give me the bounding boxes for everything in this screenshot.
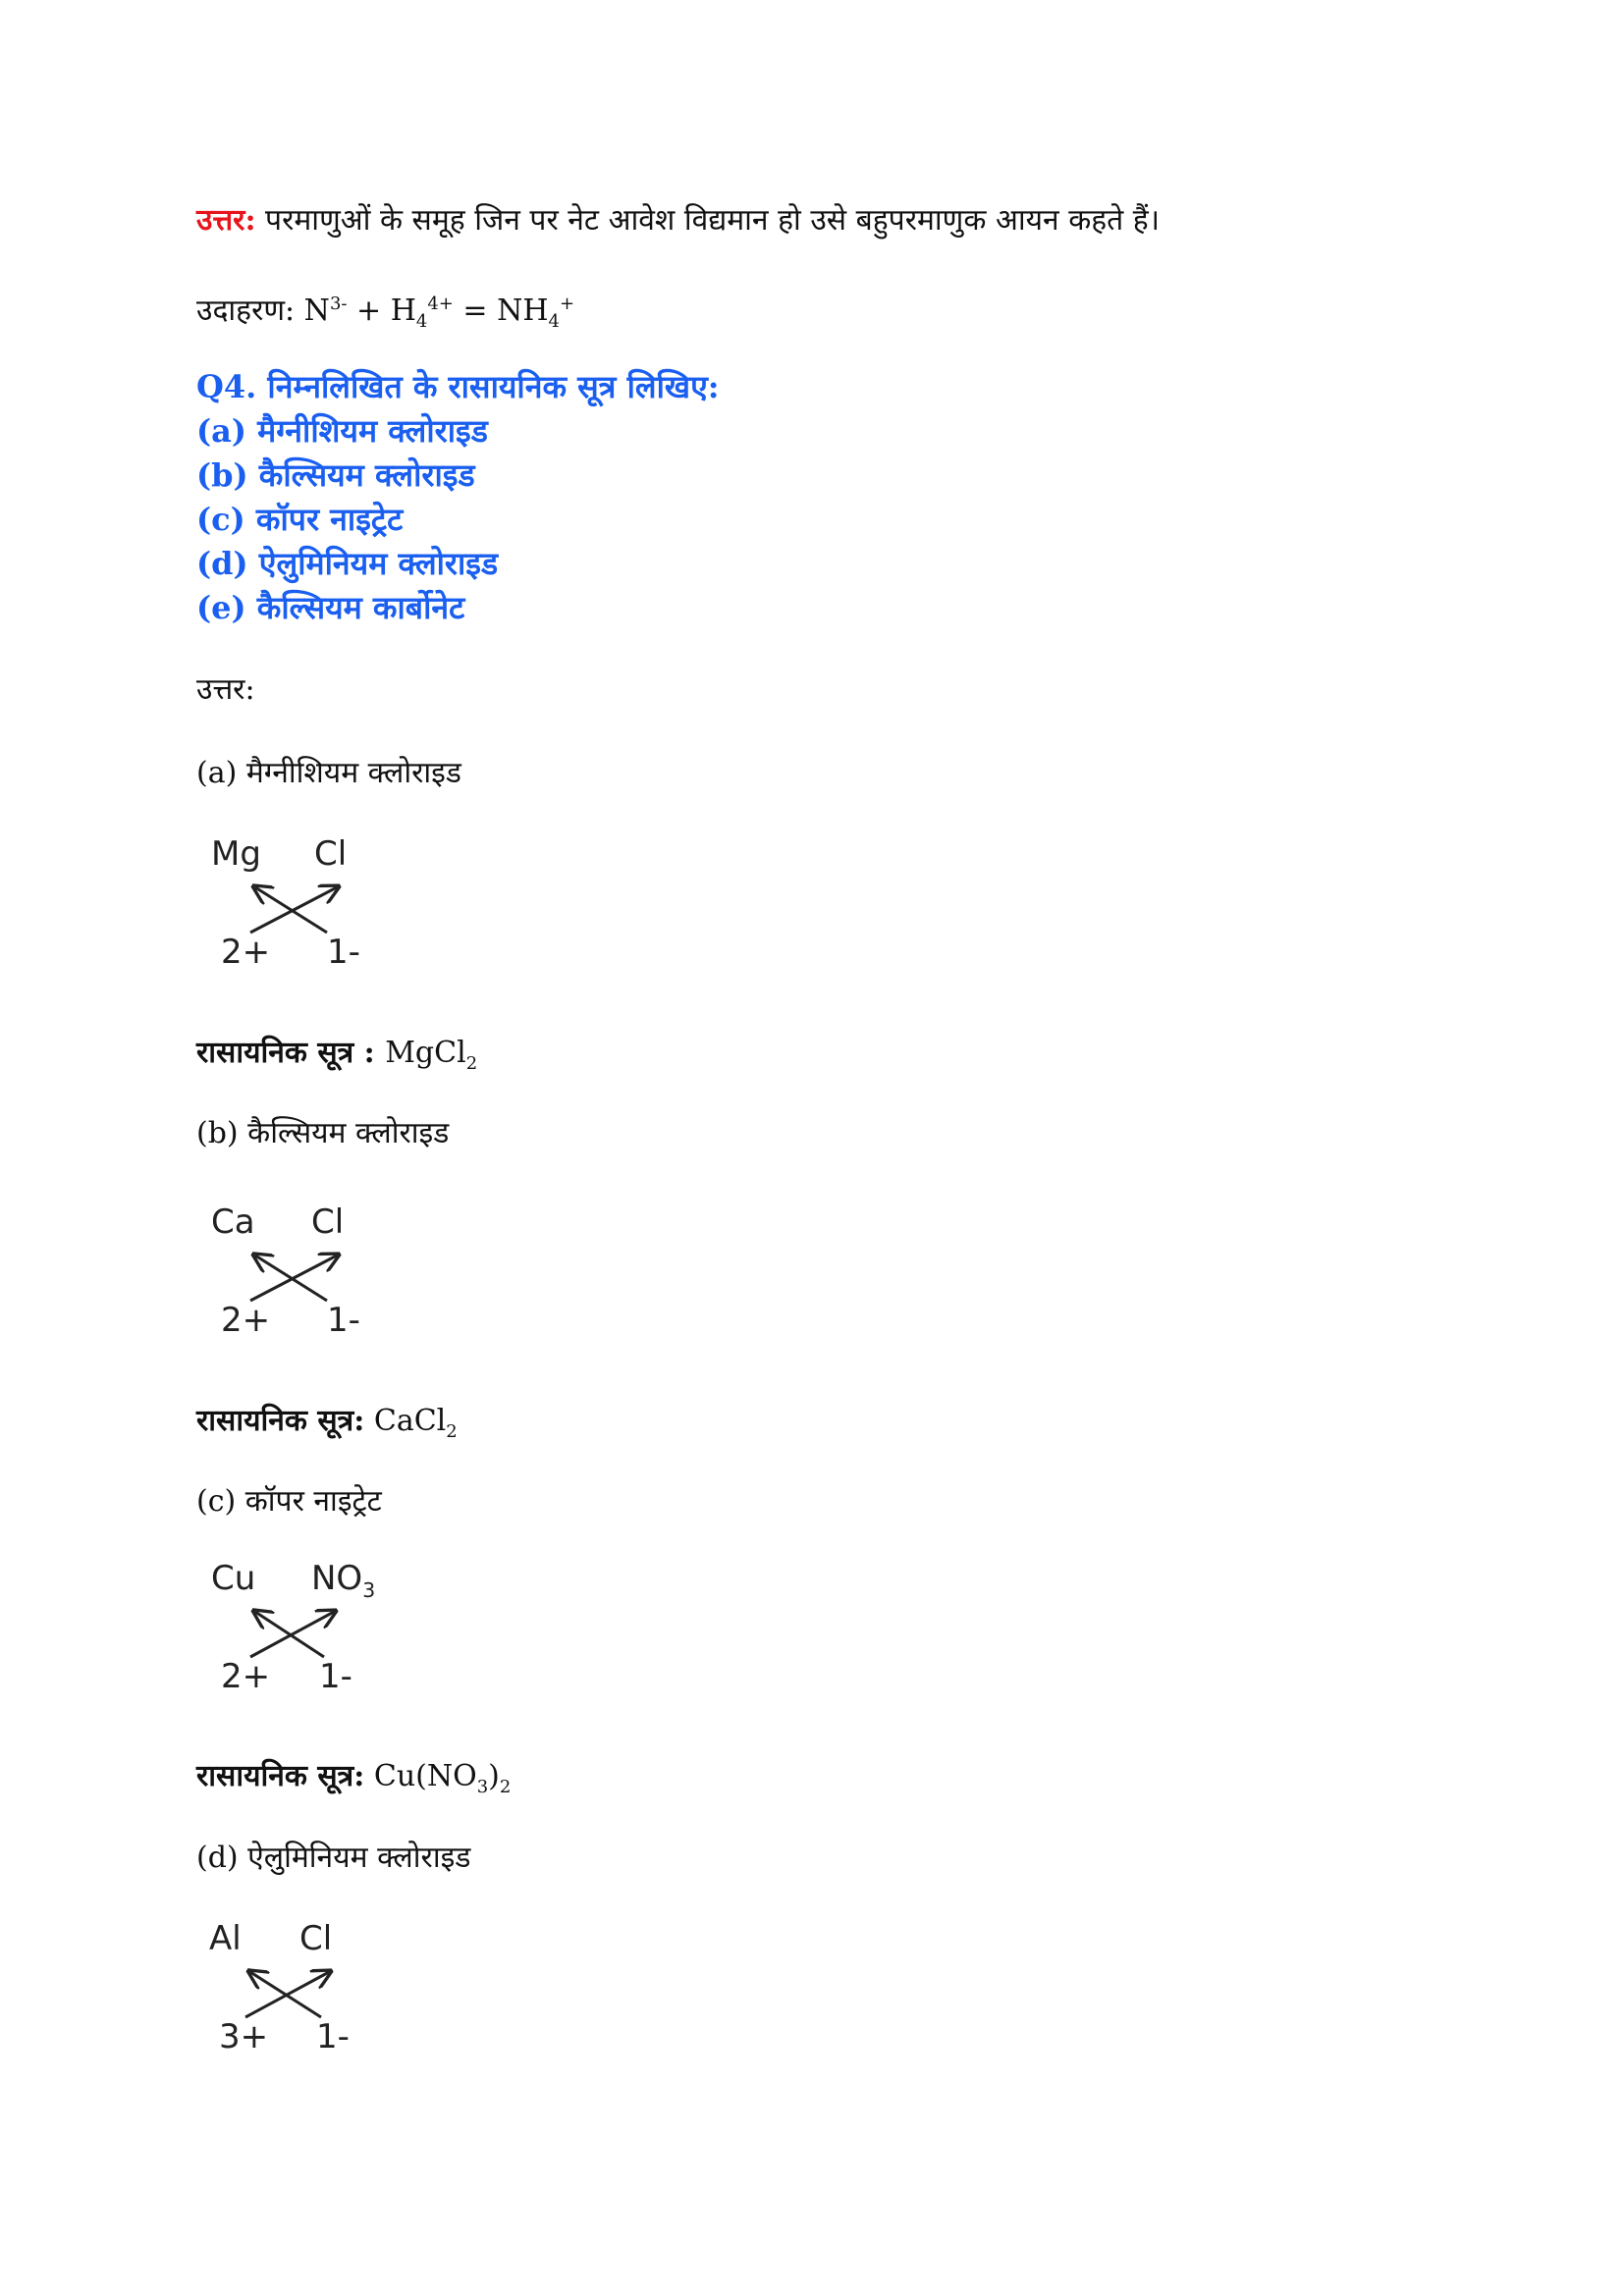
right-valency: 1- <box>316 2017 350 2056</box>
formula-separator: : <box>353 1036 386 1070</box>
right-valency: 1- <box>327 1301 360 1340</box>
cross-diagram-c <box>201 1559 398 1711</box>
right-element: Cl <box>314 834 348 874</box>
example-equals-nh: = NH <box>453 294 549 328</box>
example-nh-charge: + <box>559 294 575 314</box>
cross-diagram-b <box>201 1202 398 1355</box>
formula-label: रासायनिक सूत्र: <box>196 1759 365 1793</box>
answer-intro <box>196 201 1160 240</box>
question-item: (d) ऐलुमिनियम क्लोराइड <box>196 545 499 582</box>
cross-diagram-a <box>201 834 398 987</box>
example-equation <box>196 285 574 342</box>
part-d-heading: (d) ऐलुमिनियम क्लोराइड <box>196 1841 471 1875</box>
question-block <box>196 365 720 630</box>
right-element: Cl <box>299 1919 333 1958</box>
formula-line-b <box>196 1402 458 1452</box>
question-item: (e) कैल्सियम कार्बोनेट <box>196 589 465 626</box>
left-valency: 2+ <box>221 1301 271 1340</box>
formula-subscript: 2 <box>446 1421 458 1442</box>
formula-subscript: 2 <box>465 1053 478 1074</box>
formula-label: रासायनिक सूत्र: <box>196 1404 365 1438</box>
question-item: (c) कॉपर नाइट्रेट <box>196 501 404 538</box>
left-element: Ca <box>211 1202 255 1242</box>
example-h-subscript: 4 <box>415 311 428 332</box>
example-n-charge: 3- <box>329 294 348 314</box>
formula-label: रासायनिक सूत्र <box>196 1036 354 1070</box>
left-valency: 3+ <box>219 2017 269 2056</box>
example-h-charge: 4+ <box>427 294 454 314</box>
right-element-subscript: 3 <box>362 1577 376 1602</box>
formula-line-a <box>196 1034 477 1084</box>
left-valency: 2+ <box>221 1657 271 1696</box>
formula-value: CaCl <box>373 1404 447 1438</box>
answer-intro-text: परमाणुओं के समूह जिन पर नेट आवेश विद्यमान हो उसे बहुपरमाणुक आयन कहते हैं। <box>255 203 1161 238</box>
question-item: (a) मैग्नीशियम क्लोराइड <box>196 412 488 450</box>
question-item: (b) कैल्सियम क्लोराइड <box>196 456 475 494</box>
right-valency: 1- <box>327 933 360 972</box>
example-plus-h: + H <box>347 294 416 328</box>
formula-value: Cu(NO <box>373 1759 477 1793</box>
left-element: Mg <box>211 834 261 874</box>
right-element: Cl <box>311 1202 345 1242</box>
cross-diagram-d <box>201 1919 398 2071</box>
formula-close-paren: ) <box>488 1759 500 1793</box>
part-a-heading: (a) मैग्नीशियम क्लोराइड <box>196 756 461 790</box>
left-element: Cu <box>211 1559 256 1598</box>
right-element-symbol: NO <box>311 1559 363 1598</box>
answer-heading: उत्तर: <box>196 672 255 707</box>
formula-separator <box>364 1759 374 1793</box>
left-element: Al <box>209 1919 242 1958</box>
right-element <box>311 1559 375 1610</box>
part-c-heading: (c) कॉपर नाइट्रेट <box>196 1484 382 1519</box>
left-valency: 2+ <box>221 933 271 972</box>
formula-inner-subscript: 3 <box>476 1777 489 1797</box>
example-prefix: उदाहरण: N <box>196 294 330 328</box>
answer-label: उत्तर: <box>196 203 256 238</box>
formula-value: MgCl <box>385 1036 466 1070</box>
part-b-heading: (b) कैल्सियम क्लोराइड <box>196 1116 450 1150</box>
formula-subscript: 2 <box>499 1777 512 1797</box>
question-title: Q4. निम्नलिखित के रासायनिक सूत्र लिखिए: <box>196 368 720 405</box>
right-valency: 1- <box>319 1657 352 1696</box>
formula-line-c <box>196 1757 511 1807</box>
formula-separator <box>364 1404 374 1438</box>
example-nh-subscript: 4 <box>548 311 560 332</box>
